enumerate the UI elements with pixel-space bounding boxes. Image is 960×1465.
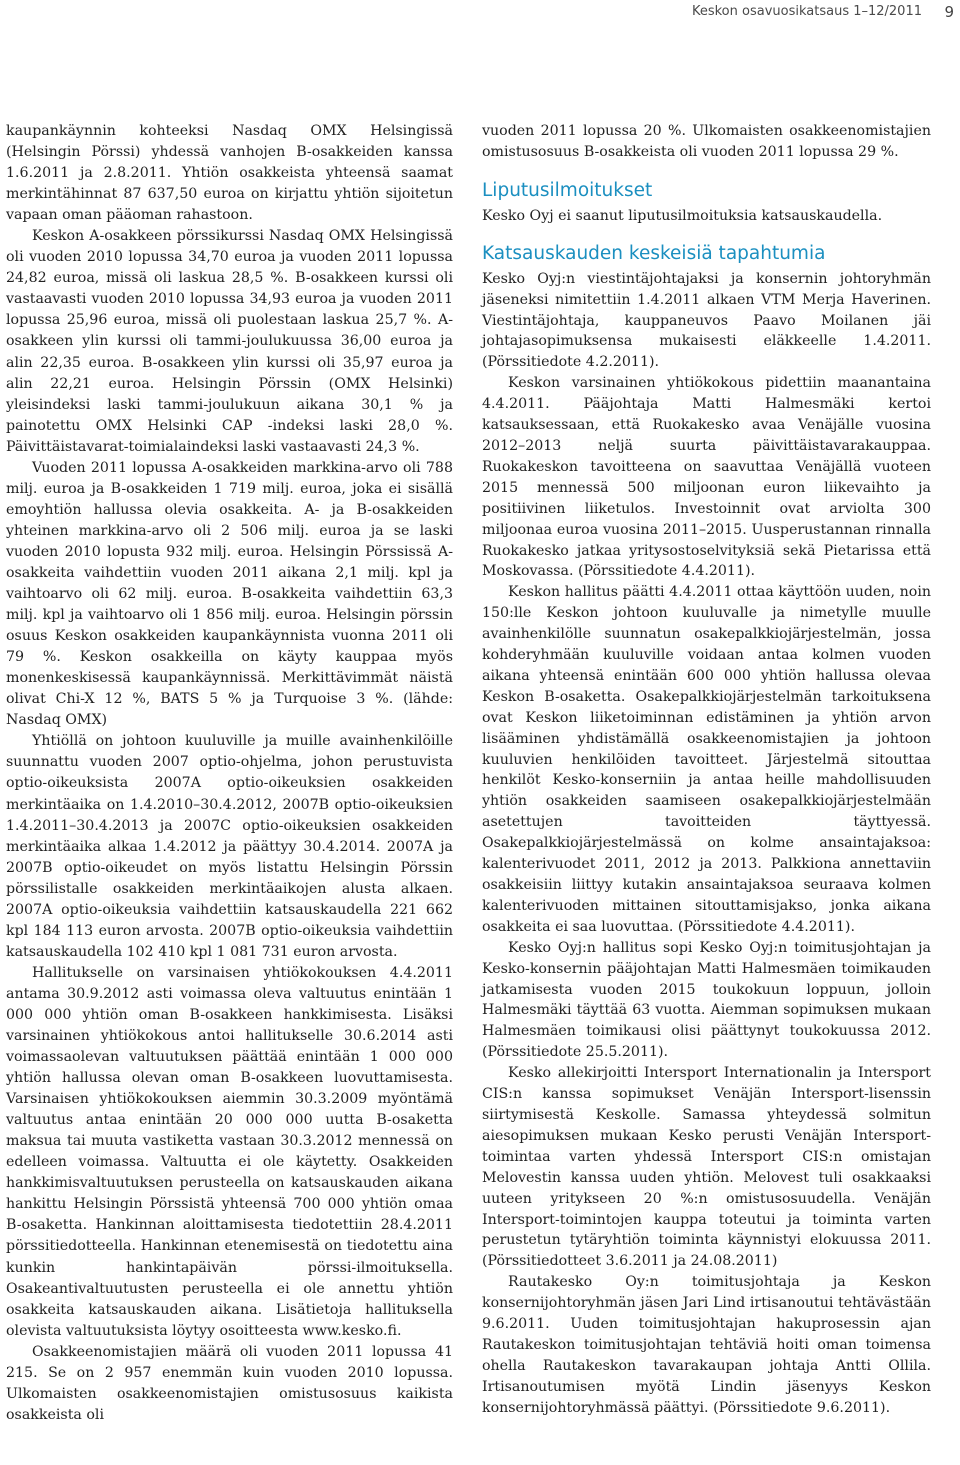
paragraph: Keskon varsinainen yhtiökokous pidettiin maanantaina 4.4.2011. Pääjohtaja Matti Halmesmäki kertoi katsauksessaan, että Ruokakesko avaa Venäjälle vuosina 2012–2013 neljä suurta päivittäistavarakauppaa. Ruokakeskon tavoitteena on saavuttaa Venäjällä vuoteen 2015 mennessä 500 miljoonan euron liikevaihto ja positiivinen liiketulos. Investoinnit ovat arviolta 300 miljoonaa euroa vuosina 2011–2015. Uusperustannan rinnalla Ruokakesko jatkaa yritysostoselvityksiä sekä Pietarissa että Moskovassa. (Pörssitiedote 4.4.2011). xyxy=(482,375,931,580)
section-heading-liputusilmoitukset: Liputusilmoitukset xyxy=(482,179,653,201)
paragraph: vuoden 2011 lopussa 20 %. Ulkomaisten osakkeenomistajien omistusosuus B-osakkeista oli vuoden 2011 lopussa 29 %. xyxy=(482,123,931,160)
paragraph: Keskon hallitus päätti 4.4.2011 ottaa käyttöön uuden, noin 150:lle Keskon johtoon kuuluvalle ja nimetylle muulle avainhenkilölle suunnatun osakepalkkiojärjestelmän, jossa kohderyhmään kuuluville voidaan antaa kolmen vuoden aikana yhteensä enintään 600 000 yhtiön hallussa olevaa Keskon B-osaketta. Osakepalkkiojärjestelmän tarkoituksena ovat Keskon liiketoiminnan edistäminen ja yhtiön arvon lisääminen yhdistämällä osakkeenomistajien ja johtoon kuuluvien henkilöiden tavoitteet. Järjestelmä sitouttaa henkilöt Kesko-konserniin ja antaa heille mahdollisuuden yhtiön osakkeiden saamiseen osakepalkkiojärjestelmään asetettujen tavoitteiden täyttyessä. Osakepalkkiojärjestelmässä on kolme ansaintajaksoa: kalenterivuodet 2011, 2012 ja 2013. Palkkiona annettaviin osakkeisiin liittyy kutakin ansaintajaksoa seuraava kolmen kalenterivuoden mittainen sitouttamisjakso, jonka aikana osakkeita ei saa luovuttaa. (Pörssitiedote 4.4.2011). xyxy=(482,584,931,935)
right-column xyxy=(482,121,931,1419)
report-title: Keskon osavuosikatsaus 1–12/2011 xyxy=(691,4,922,19)
paragraph: Yhtiöllä on johtoon kuuluville ja muille avainhenkilöille suunnattu vuoden 2007 optio-ohjelma, johon perustuvista optio-oikeuksista 2007A optio-oikeuksien osakkeiden merkintäaika on 1.4.2010–30.4.2012, 2007B optio-oikeuksien 1.4.2011–30.4.2013 ja 2007C optio-oikeuksien osakkeiden merkintäaika alkaa 1.4.2012 ja päättyy 30.4.2014. 2007A ja 2007B optio-oikeudet on myös listattu Helsingin Pörssin pörssilistalle osakkeiden merkintäaikojen alusta alkaen. 2007A optio-oikeuksia vaihdettiin katsauskaudella 221 662 kpl 184 113 euron arvosta. 2007B optio-oikeuksia vaihdettiin katsauskaudella 102 410 kpl 1 081 731 euron arvosta. xyxy=(6,733,453,960)
section-heading-keskeisia-tapahtumia: Katsauskauden keskeisiä tapahtumia xyxy=(482,242,826,264)
paragraph: Keskon A-osakkeen pörssikurssi Nasdaq OMX Helsingissä oli vuoden 2010 lopussa 34,70 euroa ja vuoden 2011 lopussa 24,82 euroa, missä oli laskua 28,5 %. B-osakkeen kurssi oli vastaavasti vuoden 2010 lopussa 34,93 euroa ja vuoden 2011 lopussa 25,96 euroa, missä oli puolestaan laskua 25,7 %. A-osakkeen ylin kurssi oli tammi-joulukuussa 36,00 euroa ja alin 22,35 euroa. B-osakkeen ylin kurssi oli 35,97 euroa ja alin 22,21 euroa. Helsingin Pörssin (OMX Helsinki) yleisindeksi laski tammi-joulukuun aikana 30,1 % ja painotettu OMX Helsinki CAP -indeksi laski 28,0 %. Päivittäistavarat-toimialaindeksi laski vastaavasti 24,3 %. xyxy=(6,228,453,455)
paragraph: Osakkeenomistajien määrä oli vuoden 2011 lopussa 41 215. Se on 2 957 enemmän kuin vuoden 2010 lopussa. Ulkomaisten osakkeenomistajien omistusosuus kaikista osakkeista oli xyxy=(6,1343,453,1423)
paragraph: Vuoden 2011 lopussa A-osakkeiden markkina-arvo oli 788 milj. euroa ja B-osakkeiden 1 719 milj. euroa, joka ei sisällä emoyhtiön hallussa olevia osakkeita. A- ja B-osakkeiden yhteinen markkina-arvo oli 2 506 milj. euroa ja se laski vuoden 2010 lopusta 932 milj. euroa. Helsingin Pörssissä A-osakkeita vaihdettiin vuoden 2011 aikana 2,1 milj. kpl ja vaihtoarvo oli 62 milj. euroa. B-osakkeita vaihdettiin 63,3 milj. kpl ja vaihtoarvo oli 1 856 milj. euroa. Helsingin pörssin osuus Keskon osakkeiden kaupankäynnista vuonna 2011 oli 79 %. Keskon osakkeilla on käyty kauppaa myös monenkeskisessä kaupankäynnissä. Merkittävimmät näistä olivat Chi-X 12 %, BATS 5 % ja Turquoise 3 %. (lähde: Nasdaq OMX) xyxy=(6,459,453,729)
paragraph: Kesko Oyj ei saanut liputusilmoituksia katsauskaudella. xyxy=(482,207,883,224)
page-number: 9 xyxy=(944,3,954,21)
paragraph: Rautakesko Oy:n toimitusjohtaja ja Keskon konsernijohtoryhmän jäsen Jari Lind irtisanoutui tehtävästään 9.6.2011. Uuden toimitusjohtajan hakuprosessin ajan Rautakeskon toimitusjohtajan tehtäviä hoiti oman toimensa ohella Rautakeskon tavarakaupan johtaja Antti Ollila. Irtisanoutumisen myötä Lindin jäsenyys Keskon konsernijohtoryhmässä päättyi. (Pörssitiedote 9.6.2011). xyxy=(482,1274,931,1416)
paragraph: Kesko allekirjoitti Intersport Internationalin ja Intersport CIS:n kanssa sopimukset Venäjän Intersport-lisenssin siirtymisestä Keskolle. Samassa yhteydessä solmitun aiesopimuksen mukaan Kesko perusti Venäjän Intersport-toimintaa varten yhdessä Intersport CIS:n omistajan Melovestin kanssa uuden yhtiön. Melovest tuli osakkaaksi uuteen yritykseen 20 %:n omistusosuudella. Venäjän Intersport-toimintojen kauppa toteutui ja toiminta varten perustetun tytäryhtiön toiminta käynnistyi elokuussa 2011. (Pörssitiedotteet 3.6.2011 ja 24.08.2011) xyxy=(482,1065,931,1270)
paragraph: Kesko Oyj:n viestintäjohtajaksi ja konsernin johtoryhmän jäseneksi nimitettiin 1.4.2011 alkaen VTM Merja Haverinen. Viestintäjohtaja, kauppaneuvos Paavo Moilanen jäi johtajasopimuksensa mukaisesti eläkkeelle 1.4.2011. (Pörssitiedote 4.2.2011). xyxy=(482,270,931,371)
paragraph: Hallitukselle on varsinaisen yhtiökokouksen 4.4.2011 antama 30.9.2012 asti voimassa oleva valtuutus enintään 1 000 000 yhtiön oman B-osakkeen hankkimisesta. Lisäksi varsinainen yhtiökokous antoi hallitukselle 30.6.2014 asti voimassaolevan valtuutuksen päättää enintään 1 000 000 yhtiön hallussa olevan oman B-osakkeen luovuttamisesta. Varsinaisen yhtiökokouksen aiemmin 30.3.2009 myöntämä valtuutus antaa enintään 20 000 000 uutta B-osaketta maksua tai muuta vastiketta vastaan 30.3.2012 mennessä on edelleen voimassa. Valtuutta ei ole käytetty. Osakkeiden hankkimisvaltuutuksen perusteella on katsauskauden aikana hankittu Helsingin Pörssistä yhteensä 700 000 yhtiön omaa B-osaketta. Hankinnan aloittamisesta tiedotettiin 28.4.2011 pörssitiedotteella. Hankinnan etenemisestä on tiedotettu aina kunkin hankintapäivän pörssi-ilmoituksella. Osakeantivaltuutusten perusteella ei ole annettu yhtiön osakkeita katsauskauden aikana. Lisätietoja hallituksella olevista valtuutuksista löytyy osoitteesta www.kesko.fi. xyxy=(6,964,453,1339)
paragraph: Kesko Oyj:n hallitus sopi Kesko Oyj:n toimitusjohtajan ja Kesko-konsernin pääjohtajan Matti Halmesmäen toimikauden jatkamisesta vuoden 2015 toukokuun loppuun, jolloin Halmesmäki täyttää 63 vuotta. Aiemman sopimuksen mukaan Halmesmäen toimikausi olisi päättynyt toukokuussa 2012. (Pörssitiedote 25.5.2011). xyxy=(482,939,931,1061)
paragraph: kaupankäynnin kohteeksi Nasdaq OMX Helsingissä (Helsingin Pörssi) yhdessä vanhojen B-osakkeiden kanssa 1.6.2011 ja 2.8.2011. Yhtiön osakkeista yhteensä saamat merkintähinnat 87 637,50 euroa on kirjattu yhtiön sijoitetun vapaan oman pääoman rahastoon. xyxy=(6,123,453,224)
page-header xyxy=(0,0,960,38)
left-column xyxy=(6,121,453,1426)
